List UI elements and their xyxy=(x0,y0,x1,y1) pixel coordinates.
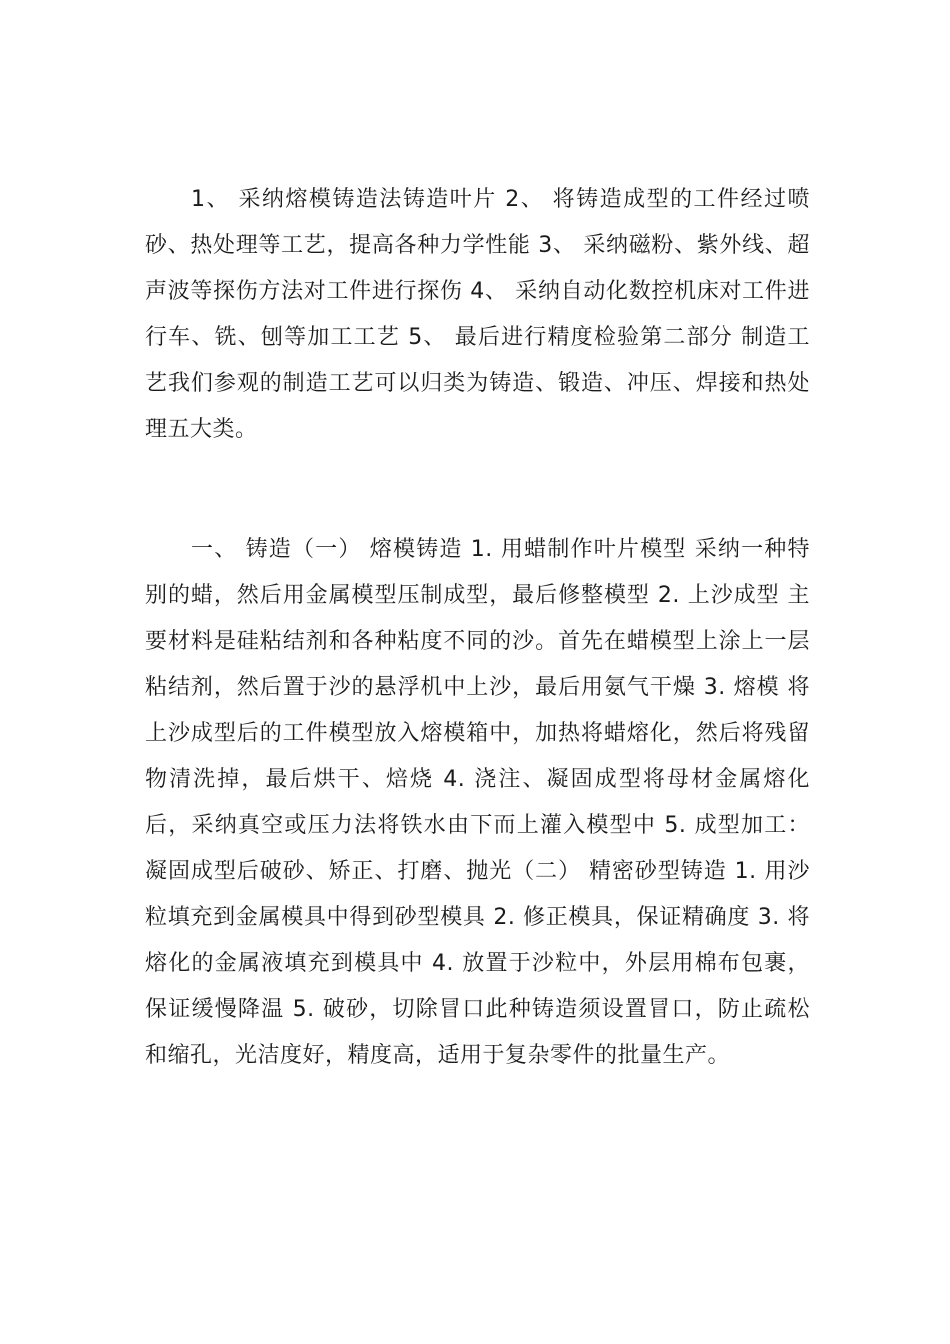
paragraph-casting: 一、 铸造（一） 熔模铸造 1. 用蜡制作叶片模型 采纳一种特别的蜡，然后用金属模型压制成型，最后修整模型 2. 上沙成型 主要材料是硅粘结剂和各种粘度不同的沙。首先在蜡模型上涂上一层粘结剂，然后置于沙的悬浮机中上沙，最后用氨气干燥 3. 熔模 将上沙成型后的工件模型放入熔模箱中，加热将蜡熔化，然后将残留物清洗掉，最后烘干、焙烧 4. 浇注、凝固成型将母材金属熔化后，采纳真空或压力法将铁水由下而上灌入模型中 5. 成型加工：凝固成型后破砂、矫正、打磨、抛光（二） 精密砂型铸造 1. 用沙粒填充到金属模具中得到砂型模具 2. 修正模具，保证精确度 3. 将熔化的金属液填充到模具中 4. 放置于沙粒中，外层用棉布包裹，保证缓慢降温 5. 破砂，切除冒口此种铸造须设置冒口，防止疏松和缩孔，光洁度好，精度高，适用于复杂零件的批量生产。 xyxy=(145,537,810,1068)
paragraph-process-steps: 1、 采纳熔模铸造法铸造叶片 2、 将铸造成型的工件经过喷砂、热处理等工艺，提高各种力学性能 3、 采纳磁粉、紫外线、超声波等探伤方法对工件进行探伤 4、 采纳自动化数控机床对工件进行车、铣、刨等加工工艺 5、 最后进行精度检验第二部分 制造工艺我们参观的制造工艺可以归类为铸造、锻造、冲压、焊接和热处理五大类。 xyxy=(145,187,810,442)
